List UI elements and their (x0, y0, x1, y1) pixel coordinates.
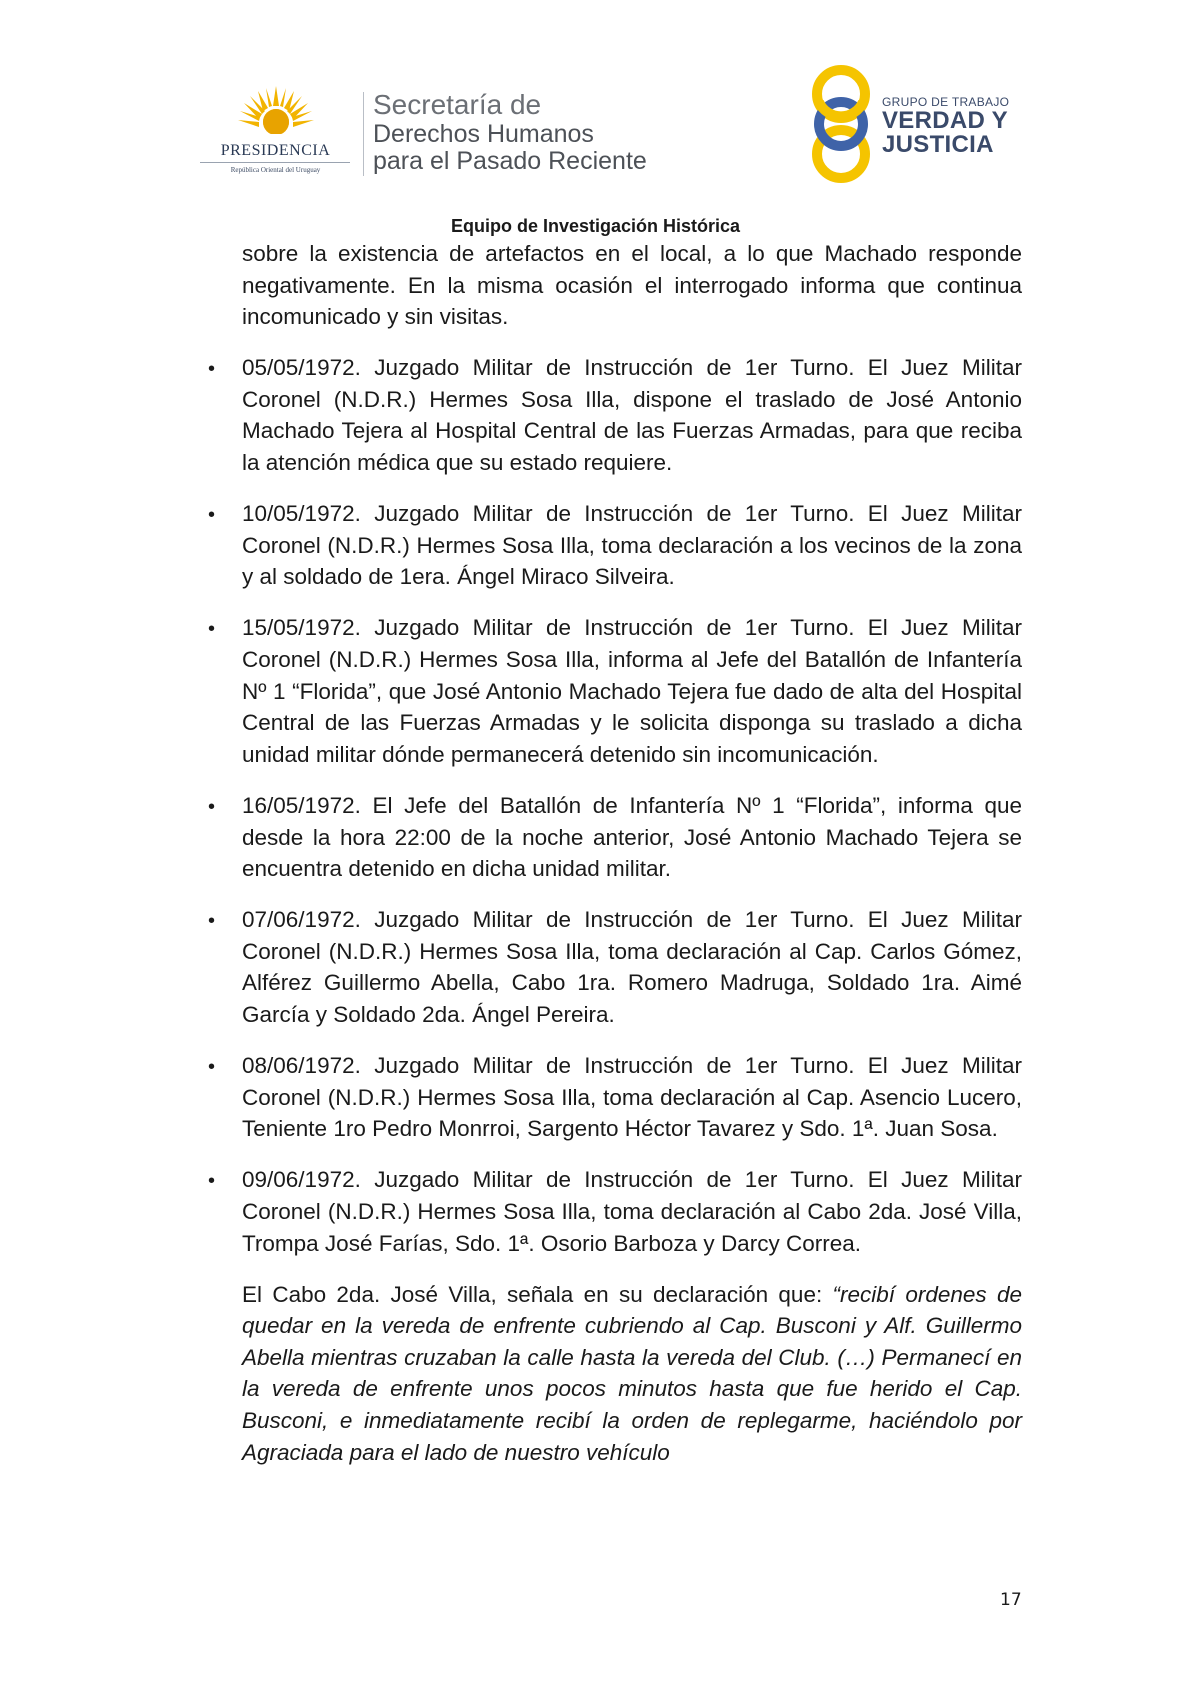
presidencia-subtitle: República Oriental del Uruguay (230, 166, 321, 174)
secretaria-line-3: para el Pasado Reciente (373, 147, 647, 175)
list-item (208, 1164, 1022, 1259)
closing-quote: “recibí ordenes de quedar en la vereda de enfrente cubriendo al Cap. Busconi y Alf. Guillermo Abella mientras cruzaban la calle hasta la vereda del Club. (…) Permanecí en la vereda de enfrente unos pocos minutos hasta que fue herido el Cap. Busconi, e inmediatamente recibí la orden de replegarme, haciéndolo por Agraciada para el lado de nuestro vehículo (242, 1281, 1022, 1465)
grupo-trabajo-label: GRUPO DE TRABAJO (882, 95, 1010, 109)
verdad-justicia-text (882, 96, 1009, 157)
bullet-icon (208, 1050, 215, 1084)
bullet-icon (208, 1164, 215, 1198)
page-number: 17 (1000, 1590, 1022, 1610)
sun-emblem-icon (236, 84, 316, 144)
list-item-text: 09/06/1972. Juzgado Militar de Instrucción de 1er Turno. El Juez Militar Coronel (N.D.R.) Hermes Sosa Illa, toma declaración al Cabo 2da. José Villa, Trompa José Farías, Sdo. 1ª. Osorio Barboza y Darcy Correa. (242, 1167, 1022, 1256)
list-item-text: 16/05/1972. El Jefe del Batallón de Infantería Nº 1 “Florida”, informa que desde la hora 22:00 de la noche anterior, José Antonio Machado Tejera se encuentra detenido en dicha unidad militar. (242, 792, 1022, 882)
header-divider (363, 92, 364, 176)
intro-paragraph: sobre la existencia de artefactos en el local, a lo que Machado responde negativamente. En la misma ocasión el interrogado informa que continua incomunicado y sin visitas. (242, 241, 1022, 330)
list-item-text: 07/06/1972. Juzgado Militar de Instrucción de 1er Turno. El Juez Militar Coronel (N.D.R.) Hermes Sosa Illa, toma declaración al Cap. Carlos Gómez, Alférez Guillermo Abella, Cabo 1ra. Romero Madruga, Soldado 1ra. Aimé García y Soldado 2da. Ángel Pereira. (242, 907, 1022, 1027)
list-item (208, 904, 1022, 1030)
document-body (208, 238, 1022, 1488)
bullet-icon (208, 352, 215, 386)
list-item-text: 05/05/1972. Juzgado Militar de Instrucción de 1er Turno. El Juez Militar Coronel (N.D.R.) Hermes Sosa Illa, dispone el traslado de José Antonio Machado Tejera al Hospital Central de las Fuerzas Armadas, para que reciba la atención médica que su estado requiere. (242, 355, 1022, 476)
bullet-icon (208, 790, 215, 824)
presidencia-divider (200, 162, 350, 163)
equipo-title: Equipo de Investigación Histórica (450, 216, 741, 236)
verdad-label: VERDAD Y (882, 107, 1008, 134)
closing-paragraph (208, 1279, 1022, 1469)
verdad-justicia-rings-icon (806, 62, 876, 186)
list-item-text: 08/06/1972. Juzgado Militar de Instrucción de 1er Turno. El Juez Militar Coronel (N.D.R.) Hermes Sosa Illa, toma declaración al Cap. Asencio Lucero, Teniente 1ro Pedro Monrroi, Sargento Héctor Tavarez y Sdo. 1ª. Juan Sosa. (242, 1053, 1022, 1142)
secretaria-line-2: Derechos Humanos (373, 120, 594, 148)
presidencia-name: PRESIDENCIA (220, 142, 331, 159)
list-item (208, 352, 1022, 478)
bullet-icon (208, 498, 215, 532)
list-item (208, 498, 1022, 593)
secretaria-line-1: Secretaría de (373, 89, 542, 120)
list-item (208, 790, 1022, 885)
bullet-icon (208, 612, 215, 646)
closing-text: El Cabo 2da. José Villa, señala en su declaración que: (242, 1281, 833, 1307)
section-heading (0, 216, 1191, 237)
list-item-text: 10/05/1972. Juzgado Militar de Instrucción de 1er Turno. El Juez Militar Coronel (N.D.R.) Hermes Sosa Illa, toma declaración a los vecinos de la zona y al soldado de 1era. Ángel Miraco Silveira. (242, 501, 1022, 590)
justicia-label: JUSTICIA (882, 131, 994, 158)
secretaria-logo (373, 90, 647, 174)
presidencia-logo (198, 84, 353, 176)
list-item (208, 1050, 1022, 1145)
list-item (208, 612, 1022, 770)
list-item-text: 15/05/1972. Juzgado Militar de Instrucción de 1er Turno. El Juez Militar Coronel (N.D.R.) Hermes Sosa Illa, informa al Jefe del Batallón de Infantería Nº 1 “Florida”, que José Antonio Machado Tejera fue dado de alta del Hospital Central de las Fuerzas Armadas y le solicita disponga su traslado a dicha unidad militar dónde permanecerá detenido sin incomunicación. (242, 615, 1022, 767)
bullet-icon (208, 904, 215, 938)
